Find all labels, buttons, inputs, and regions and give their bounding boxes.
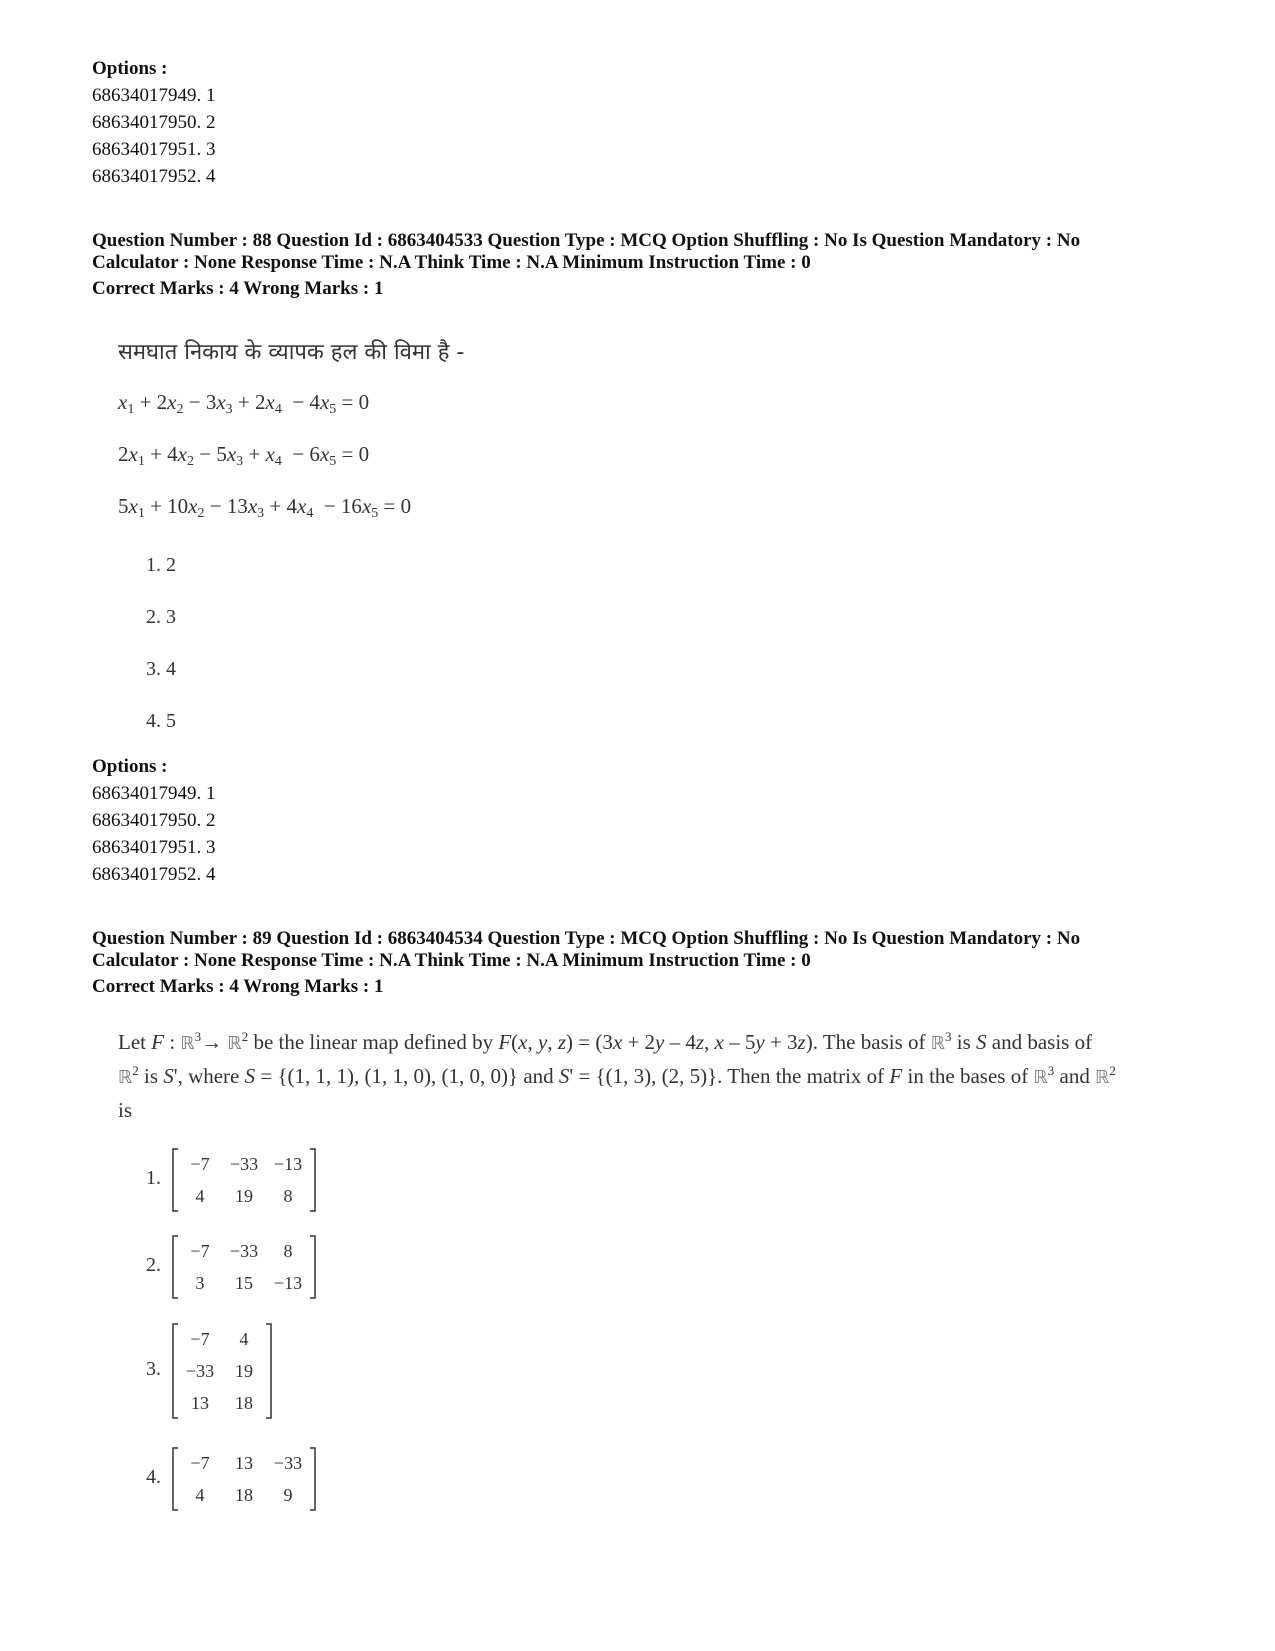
choice-number: 3.: [146, 1358, 161, 1380]
matrix-cell: −33: [229, 1154, 259, 1174]
matrix-cell: −13: [273, 1273, 303, 1293]
matrix: [172, 1235, 316, 1299]
matrix-cell: −7: [190, 1154, 210, 1174]
answer-choice-4: [146, 1447, 316, 1509]
option-line: 68634017950. 2: [92, 810, 216, 831]
equation-2: $2x_1 + 4x_2 - 5x_3 + x_4 - 6x_5 = 0$: [118, 442, 370, 469]
answer-choice-2: [146, 1235, 316, 1297]
options-title: Options :: [92, 58, 168, 79]
option-line: 68634017949. 1: [92, 85, 216, 106]
question-header-line2: Calculator : None Response Time : N.A Think Time : N.A Minimum Instruction Time : 0: [92, 950, 811, 971]
question-header-line2: Calculator : None Response Time : N.A Think Time : N.A Minimum Instruction Time : 0: [92, 252, 811, 273]
question-header-line1: Question Number : 89 Question Id : 6863404534 Question Type : MCQ Option Shuffling : No Is Question Mandatory : No: [92, 928, 1081, 949]
matrix-cell: 8: [283, 1186, 293, 1206]
question-prompt: Let F : ℝ$^3$→ ℝ$^2$ be the linear map defined by F(x, y, z) = (3x + 2y – 4z, x – 5y + 3z). The basis of ℝ$^3$ is S and basis of ℝ$^2$ is S', where S = {(1, 1, 1), (1, 1, 0), (1, 0, 0)} and S' = {(1, 3), (2, 5)}. Then the matrix of F in the bases of ℝ$^3$ and ℝ$^2$ is: [118, 1029, 1116, 1122]
matrix-cell: 13: [191, 1393, 209, 1413]
matrix-cell: −13: [273, 1154, 303, 1174]
matrix-cell: 4: [195, 1186, 205, 1206]
matrix-cell: 19: [235, 1186, 253, 1206]
question-marks: Correct Marks : 4 Wrong Marks : 1: [92, 278, 384, 299]
option-line: 68634017951. 3: [92, 837, 216, 858]
matrix-cell: −33: [273, 1453, 303, 1473]
right-bracket: [266, 1324, 271, 1418]
matrix-cell: 9: [283, 1485, 293, 1505]
question-prompt-hindi: समघात निकाय के व्यापक हल की विमा है -: [118, 340, 465, 365]
equation-3: $5x_1 + 10x_2 - 13x_3 + 4x_4 - 16x_5 = 0$: [118, 494, 412, 521]
option-line: 68634017952. 4: [92, 166, 216, 187]
right-bracket: [310, 1236, 315, 1298]
matrix-cell: 15: [235, 1273, 253, 1293]
choice-number: 1.: [146, 1167, 161, 1189]
matrix-cell: 18: [235, 1485, 253, 1505]
option-line: 68634017951. 3: [92, 139, 216, 160]
option-line: 68634017949. 1: [92, 783, 216, 804]
question-header-line1: Question Number : 88 Question Id : 6863404533 Question Type : MCQ Option Shuffling : No Is Question Mandatory : No: [92, 230, 1081, 251]
matrix-cell: 19: [235, 1361, 253, 1381]
choice-number: 2.: [146, 1254, 161, 1276]
answer-choice-3: 3. 4: [146, 658, 176, 680]
matrix-cell: −33: [229, 1241, 259, 1261]
matrix: [172, 1148, 316, 1212]
question-marks: Correct Marks : 4 Wrong Marks : 1: [92, 976, 384, 997]
matrix-cell: −7: [190, 1329, 210, 1349]
matrix-cell: 4: [195, 1485, 205, 1505]
matrix-cell: −7: [190, 1453, 210, 1473]
matrix: [172, 1323, 272, 1419]
matrix-cell: 8: [283, 1241, 293, 1261]
matrix-cell: −33: [185, 1361, 215, 1381]
answer-choice-1: 1. 2: [146, 554, 176, 576]
answer-choice-2: 2. 3: [146, 606, 176, 628]
option-line: 68634017952. 4: [92, 864, 216, 885]
choice-number: 4.: [146, 1466, 161, 1488]
matrix-cell: 4: [239, 1329, 249, 1349]
equation-1: $x_1 + 2x_2 - 3x_3 + 2x_4 - 4x_5 = 0$: [118, 390, 370, 417]
matrix-cell: 3: [195, 1273, 205, 1293]
answer-choice-1: [146, 1148, 316, 1210]
matrix: [172, 1447, 316, 1511]
option-line: 68634017950. 2: [92, 112, 216, 133]
matrix-cell: 18: [235, 1393, 253, 1413]
answer-choice-3: [146, 1323, 316, 1419]
matrix-cell: 13: [235, 1453, 253, 1473]
right-bracket: [310, 1448, 315, 1510]
options-title: Options :: [92, 756, 168, 777]
right-bracket: [310, 1149, 315, 1211]
answer-choice-4: 4. 5: [146, 710, 176, 732]
matrix-cell: −7: [190, 1241, 210, 1261]
